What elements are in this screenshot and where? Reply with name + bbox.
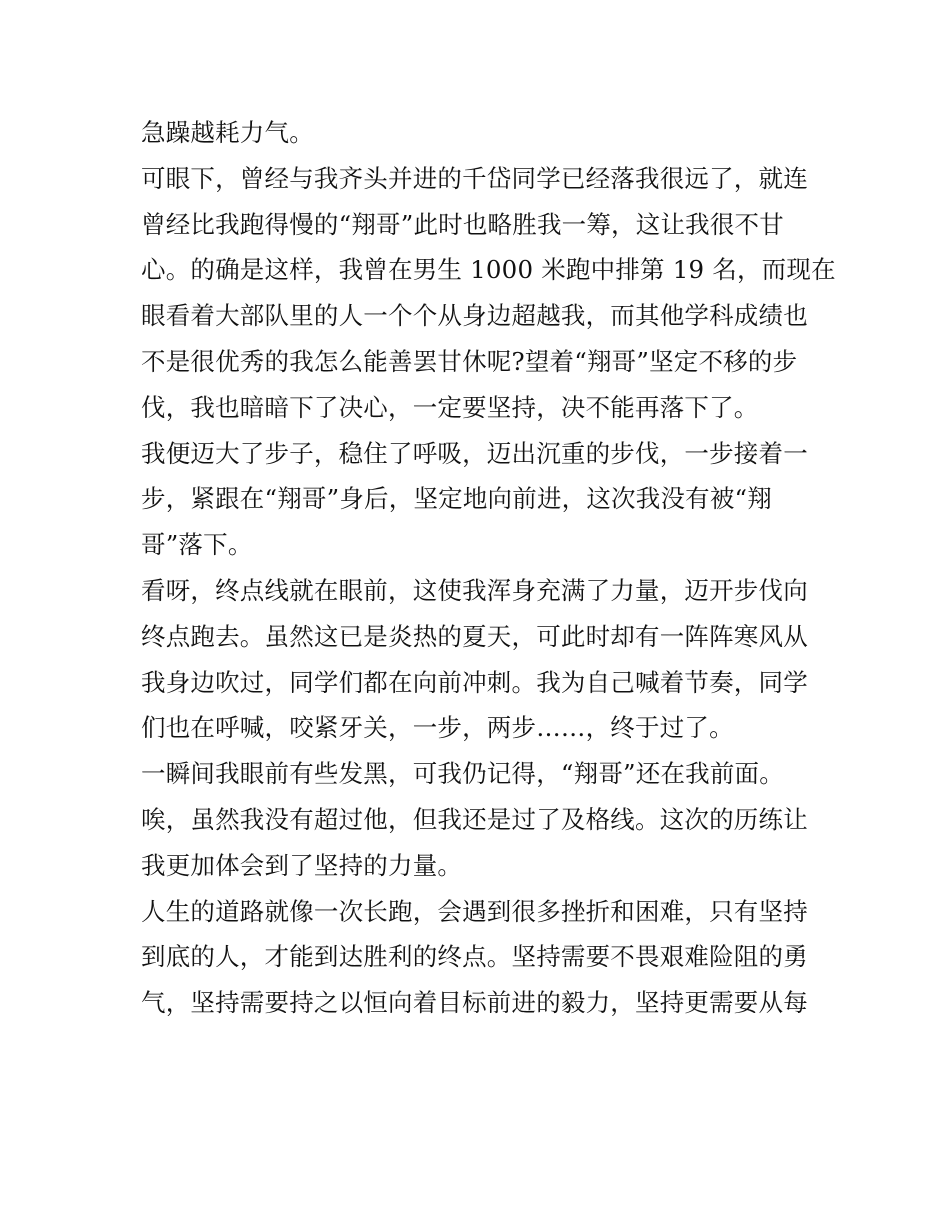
text-line: 终点跑去。虽然这已是炎热的夏天，可此时却有一阵阵寒风从	[141, 621, 808, 651]
text-line: 一瞬间我眼前有些发黑，可我仍记得，“翔哥”还在我前面。	[141, 759, 784, 789]
text-line: 心。的确是这样，我曾在男生 1000 米跑中排第 19 名，而现在	[141, 255, 836, 285]
text-line: 不是很优秀的我怎么能善罢甘休呢?望着“翔哥”坚定不移的步	[141, 346, 798, 376]
text-line: 伐，我也暗暗下了决心，一定要坚持，决不能再落下了。	[141, 392, 759, 422]
text-line: 人生的道路就像一次长跑，会遇到很多挫折和困难，只有坚持	[141, 896, 808, 926]
text-line: 我身边吹过，同学们都在向前冲刺。我为自己喊着节奏，同学	[141, 667, 808, 697]
text-line: 们也在呼喊，咬紧牙关，一步，两步……，终于过了。	[141, 713, 734, 743]
text-line: 可眼下，曾经与我齐头并进的千岱同学已经落我很远了，就连	[141, 163, 808, 193]
text-line: 曾经比我跑得慢的“翔哥”此时也略胜我一筹，这让我很不甘	[141, 209, 784, 239]
text-line: 急躁越耗力气。	[141, 118, 314, 147]
text-line: 眼看着大部队里的人一个个从身边超越我，而其他学科成绩也	[141, 301, 808, 331]
text-line: 气，坚持需要持之以恒向着目标前进的毅力，坚持更需要从每	[141, 988, 808, 1018]
text-line: 我更加体会到了坚持的力量。	[141, 850, 463, 880]
text-line: 我便迈大了步子，稳住了呼吸，迈出沉重的步伐，一步接着一	[141, 438, 808, 468]
text-line: 哥”落下。	[141, 530, 253, 560]
text-line: 到底的人，才能到达胜利的终点。坚持需要不畏艰难险阻的勇	[141, 942, 808, 972]
text-line: 唉，虽然我没有超过他，但我还是过了及格线。这次的历练让	[141, 804, 808, 834]
text-line: 看呀，终点线就在眼前，这使我浑身充满了力量，迈开步伐向	[141, 575, 808, 605]
text-line: 步，紧跟在“翔哥”身后，坚定地向前进，这次我没有被“翔	[141, 484, 772, 514]
body-text	[141, 110, 836, 1026]
